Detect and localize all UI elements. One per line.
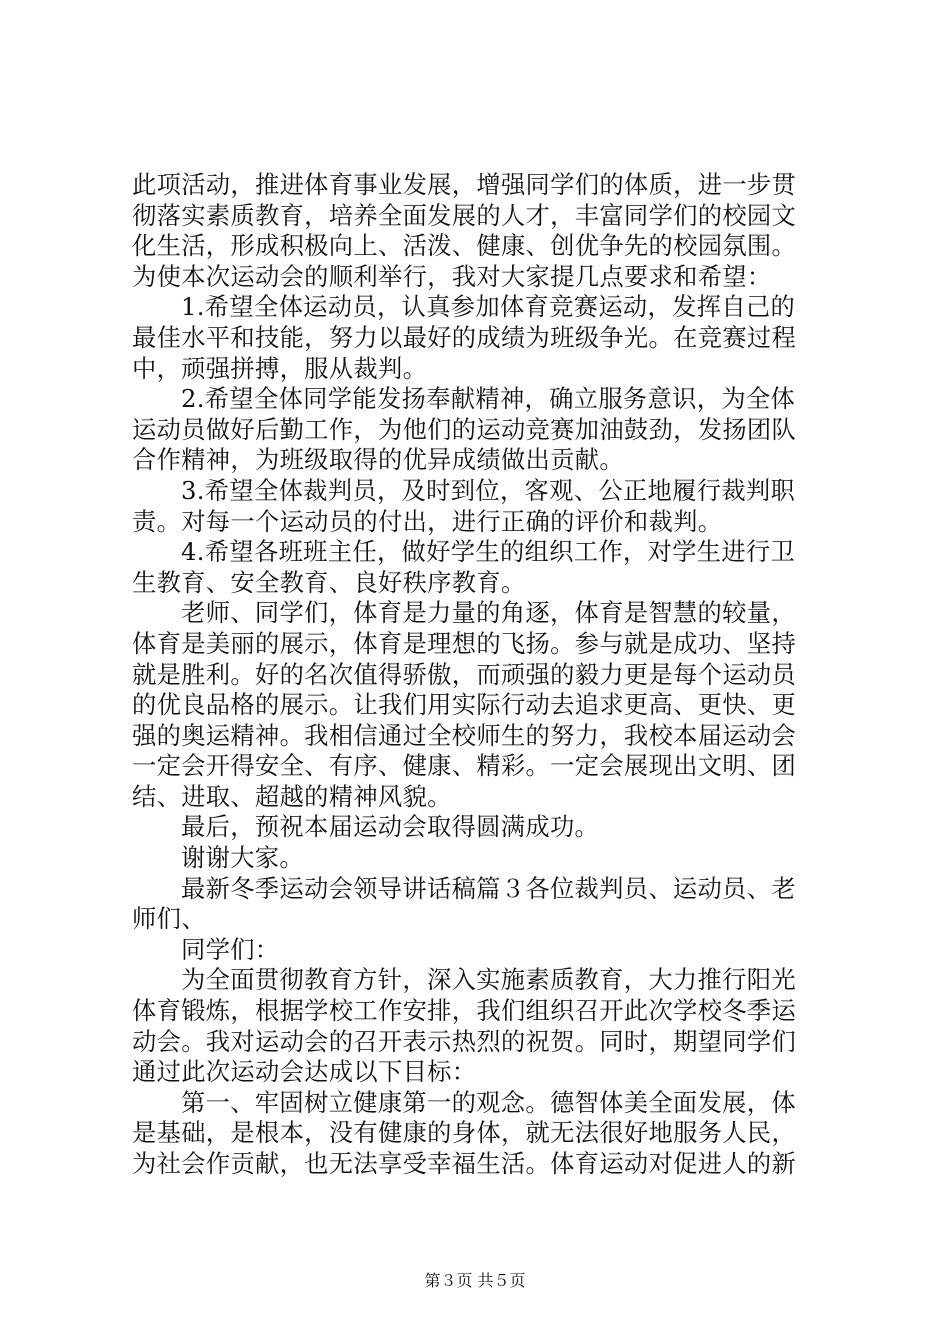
text-line: 此项活动，推进体育事业发展，增强同学们的体质，进一步贯 bbox=[132, 170, 797, 199]
text-line: 最后，预祝本届运动会取得圆满成功。 bbox=[181, 812, 600, 842]
text-line: 同学们： bbox=[181, 934, 280, 964]
text-line: 体育是美丽的展示，体育是理想的飞扬。参与就是成功、坚持 bbox=[132, 628, 797, 658]
text-line: 体育锻炼，根据学校工作安排，我们组织召开此次学校冬季运 bbox=[132, 996, 797, 1026]
text-line: 2.希望全体同学能发扬奉献精神，确立服务意识，为全体 bbox=[181, 384, 796, 414]
text-line: 中，顽强拼搏，服从裁判。 bbox=[132, 353, 428, 383]
text-line: 动会。我对运动会的召开表示热烈的祝贺。同时，期望同学们 bbox=[132, 1026, 797, 1056]
text-line: 是基础，是根本，没有健康的身体，就无法很好地服务人民， bbox=[132, 1118, 797, 1148]
text-line: 化生活，形成积极向上、活泼、健康、创优争先的校园氛围。 bbox=[132, 231, 797, 261]
page-footer: 第３页 共５页 bbox=[424, 1271, 526, 1290]
text-line: 通过此次运动会达成以下目标： bbox=[132, 1057, 477, 1087]
text-line: 就是胜利。好的名次值得骄傲，而顽强的毅力更是每个运动员 bbox=[132, 659, 797, 689]
text-line: 生教育、安全教育、良好秩序教育。 bbox=[132, 567, 526, 597]
body-text bbox=[132, 170, 832, 1180]
text-line: 最新冬季运动会领导讲话稿篇３各位裁判员、运动员、老 bbox=[181, 873, 796, 903]
text-line: 合作精神，为班级取得的优异成绩做出贡献。 bbox=[132, 445, 624, 475]
text-line: 4.希望各班班主任，做好学生的组织工作，对学生进行卫 bbox=[181, 537, 796, 567]
text-line: 运动员做好后勤工作，为他们的运动竞赛加油鼓劲，发扬团队 bbox=[132, 414, 797, 444]
text-line: 为使本次运动会的顺利举行，我对大家提几点要求和希望： bbox=[132, 261, 772, 291]
text-line: 的优良品格的展示。让我们用实际行动去追求更高、更快、更 bbox=[132, 690, 797, 720]
text-line: 责。对每一个运动员的付出，进行正确的评价和裁判。 bbox=[132, 506, 723, 536]
text-line: 老师、同学们，体育是力量的角逐，体育是智慧的较量， bbox=[181, 598, 796, 628]
text-line: 结、进取、超越的精神风貌。 bbox=[132, 781, 452, 811]
text-line: 为全面贯彻教育方针，深入实施素质教育，大力推行阳光 bbox=[181, 965, 796, 995]
text-line: 3.希望全体裁判员，及时到位，客观、公正地履行裁判职 bbox=[181, 475, 796, 505]
text-line: 师们、 bbox=[132, 904, 206, 934]
text-line: 1.希望全体运动员，认真参加体育竞赛运动，发挥自己的 bbox=[181, 292, 796, 322]
text-line: 强的奥运精神。我相信通过全校师生的努力，我校本届运动会 bbox=[132, 720, 797, 750]
text-line: 彻落实素质教育，培养全面发展的人才，丰富同学们的校园文 bbox=[132, 200, 797, 230]
text-line: 谢谢大家。 bbox=[181, 843, 304, 873]
text-line: 一定会开得安全、有序、健康、精彩。一定会展现出文明、团 bbox=[132, 751, 797, 781]
text-line: 最佳水平和技能，努力以最好的成绩为班级争光。在竞赛过程 bbox=[132, 322, 797, 352]
text-line: 第一、牢固树立健康第一的观念。德智体美全面发展，体 bbox=[181, 1087, 796, 1117]
text-line: 为社会作贡献，也无法享受幸福生活。体育运动对促进人的新 bbox=[132, 1149, 797, 1178]
